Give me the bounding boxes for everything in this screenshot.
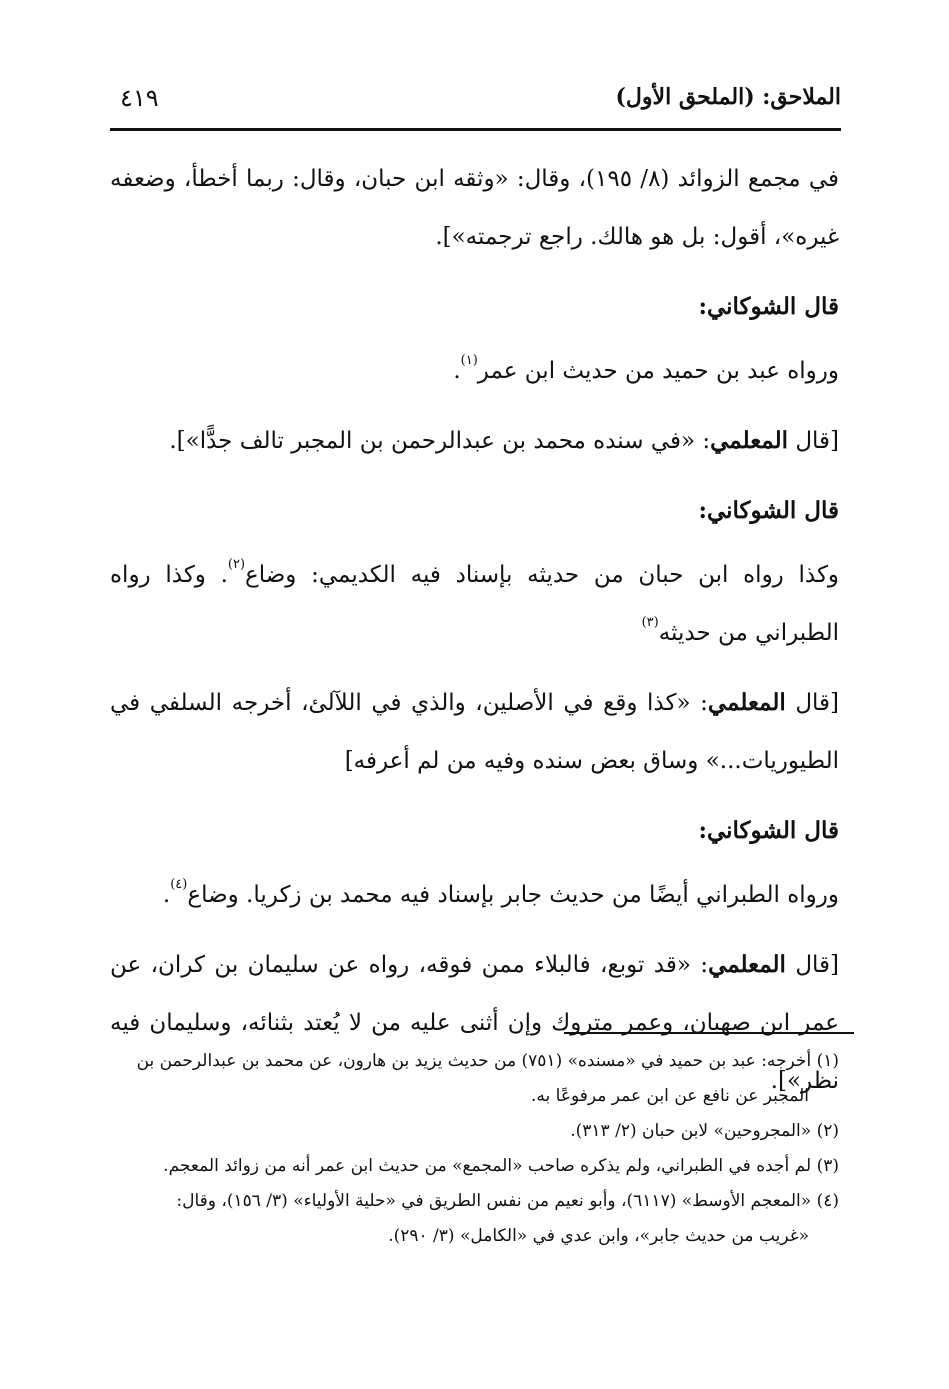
paragraph-text-end: . — [162, 882, 171, 908]
footnotes — [110, 1044, 839, 1254]
footnote-text: (١) أخرجه: عبد بن حميد في «مسنده» (٧٥١) من حديث يزيد بن هارون، عن محمد بن عبدالرحمن بن — [136, 1051, 839, 1071]
paragraph-riwaya — [110, 342, 839, 400]
footnote-divider — [564, 1032, 854, 1034]
paragraph-text: ورواه عبد بن حميد من حديث ابن عمر — [477, 358, 839, 384]
paragraph-text-end: . — [453, 358, 461, 384]
commentator-name: المعلمي — [707, 689, 786, 716]
footnote-continuation: «غريب من حديث جابر»، وابن عدي في «الكامل» (٣/ ٢٩٠). — [388, 1226, 809, 1246]
paragraph-riwaya — [110, 866, 839, 924]
footnote-4 — [110, 1184, 839, 1254]
paragraph-riwaya — [110, 546, 839, 662]
page-number: ٤١٩ — [120, 84, 159, 112]
speaker-heading: قال الشوكاني: — [698, 293, 839, 320]
bracket-open: [قال — [795, 428, 839, 454]
bracket-open: [قال — [795, 690, 839, 716]
running-header — [110, 80, 841, 120]
main-text — [110, 150, 839, 1122]
commentator-name: المعلمي — [708, 951, 786, 978]
speaker-heading: قال الشوكاني: — [698, 497, 839, 524]
comment-text: : «كذا وقع في الأصلين، والذي في اللآلئ، أخرجه السلفي في الطيوريات...» وساق بعض سنده وفيه من لم أعرفه] — [110, 690, 839, 774]
comment-text: : «قد توبع، فالبلاء ممن فوقه، رواه عن سليمان بن كران، عن عمر ابن صهبان، وعمر متروك وإن أثنى عليه من لا يُعتد بثنائه، وسليمان فيه نظر»]. — [110, 952, 839, 1094]
footnote-ref[interactable]: (٣) — [641, 615, 659, 630]
paragraph-text: . وكذا رواه الطبراني من حديثه — [110, 562, 839, 646]
footnote-text: (٤) «المعجم الأوسط» (٦١١٧)، وأبو نعيم من نفس الطريق في «حلية الأولياء» (٣/ ١٥٦)، وقال: — [176, 1191, 839, 1211]
header-title: الملاحق: (الملحق الأول) — [615, 84, 841, 110]
header-divider — [110, 128, 841, 131]
speaker-heading: قال الشوكاني: — [698, 817, 839, 844]
footnote-continuation: المجبر عن نافع عن ابن عمر مرفوعًا به. — [530, 1086, 809, 1106]
paragraph-muallimi-comment — [110, 412, 839, 470]
paragraph-text: ورواه الطبراني أيضًا من حديث جابر بإسناد فيه محمد بن زكريا. وضاع — [187, 882, 839, 908]
footnote-3: (٣) لم أجده في الطبراني، ولم يذكره صاحب «المجمع» من حديث ابن عمر أنه من زوائد المعجم. — [163, 1156, 839, 1176]
commentator-name: المعلمي — [710, 427, 788, 454]
bracket-open: [قال — [795, 952, 840, 978]
footnote-ref[interactable]: (٤) — [170, 877, 188, 892]
comment-text: : «في سنده محمد بن عبدالرحمن بن المجبر تالف جدًّا»]. — [169, 428, 711, 454]
paragraph-text: وكذا رواه ابن حبان من حديثه بإسناد فيه الكديمي: وضاع — [245, 562, 840, 588]
paragraph-muallimi-comment — [110, 674, 839, 790]
footnote-2: (٢) «المجروحين» لابن حبان (٢/ ٣١٣). — [570, 1121, 839, 1141]
paragraph-continuation: في مجمع الزوائد (٨/ ١٩٥)، وقال: «وثقه ابن حبان، وقال: ربما أخطأ، وضعفه غيره»، أقول: بل هو هالك. راجع ترجمته»]. — [110, 166, 839, 250]
footnote-1 — [110, 1044, 839, 1114]
footnote-ref[interactable]: (١) — [460, 353, 478, 368]
footnote-ref[interactable]: (٢) — [227, 557, 246, 572]
